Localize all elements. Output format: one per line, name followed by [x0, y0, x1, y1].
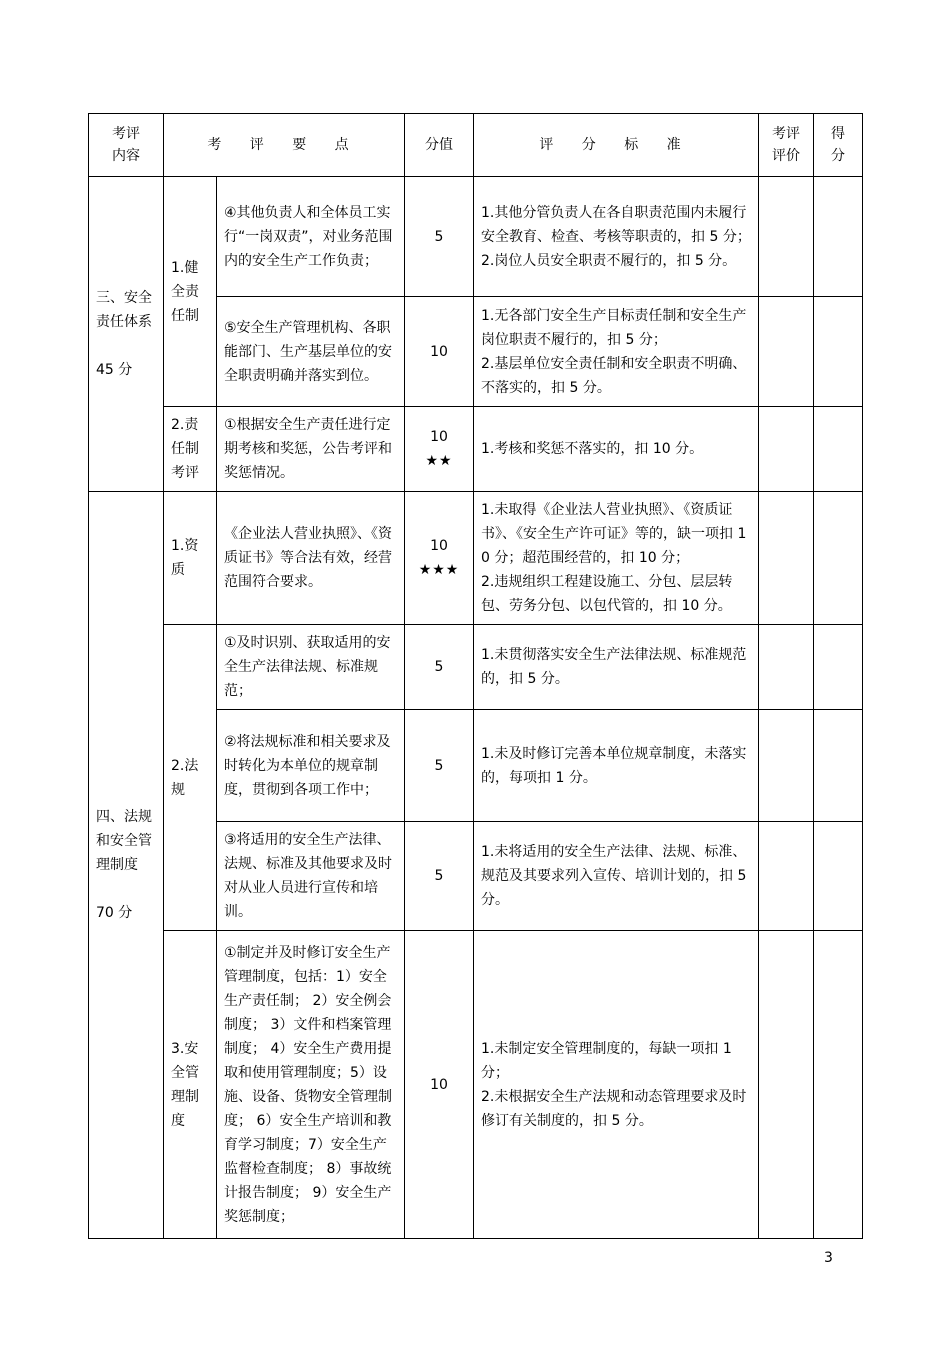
evaluation-cell: [759, 931, 814, 1239]
criteria-item: 1.其他分管负责人在各自职责范围内未履行安全教育、检查、考核等职责的，扣 5 分；: [481, 204, 751, 245]
evaluation-cell: [759, 297, 814, 407]
criteria-item: 1.未贯彻落实安全生产法律法规、标准规范的，扣 5 分。: [481, 647, 747, 687]
criteria-item: 1.未将适用的安全生产法律、法规、标准、规范及其要求列入宣传、培训计划的，扣 5 分。: [481, 844, 747, 908]
score-value: 10: [430, 538, 448, 554]
star-rating: ★★: [425, 453, 453, 469]
table-row: [89, 177, 863, 297]
score-cell: [405, 492, 474, 625]
evaluation-cell: [759, 492, 814, 625]
obtained-cell: [814, 931, 863, 1239]
obtained-cell: [814, 710, 863, 822]
point-text: ①根据安全生产责任进行定期考核和奖惩，公告考评和奖惩情况。: [217, 407, 405, 492]
assessment-table: [88, 113, 863, 1239]
header-score: 分值: [405, 114, 474, 177]
page-number: 3: [824, 1250, 833, 1266]
score-value: 10: [430, 343, 448, 360]
star-rating: ★★★: [418, 562, 460, 578]
score-value: 5: [434, 868, 444, 884]
obtained-cell: [814, 625, 863, 710]
criteria-item: 2.违规组织工程建设施工、分包、层层转包、劳务分包、以包代管的，扣 10 分。: [481, 574, 733, 614]
obtained-cell: [814, 492, 863, 625]
point-text: ④其他负责人和全体员工实行“一岗双责”，对业务范围内的安全生产工作负责；: [217, 177, 405, 297]
criteria-item: 1.未制定安全管理制度的，每缺一项扣 1 分；: [481, 1040, 732, 1081]
group-label: 3.安全管理制度: [164, 931, 217, 1239]
evaluation-cell: [759, 407, 814, 492]
table-row: [89, 625, 863, 710]
group-label: 2.法规: [164, 625, 217, 931]
score-value: 5: [434, 757, 444, 774]
table-row: [89, 492, 863, 625]
criteria-item: 1.未及时修订完善本单位规章制度，未落实的，每项扣 1 分。: [481, 745, 747, 786]
section-total: 70 分: [96, 905, 133, 921]
criteria-cell: [474, 177, 759, 297]
score-cell: [405, 625, 474, 710]
score-value: 10: [430, 1076, 448, 1093]
score-cell: [405, 407, 474, 492]
obtained-cell: [814, 177, 863, 297]
criteria-item: 1.考核和奖惩不落实的，扣 10 分。: [481, 441, 704, 457]
table-row: [89, 407, 863, 492]
score-cell: [405, 710, 474, 822]
criteria-item: 1.无各部门安全生产目标责任制和安全生产岗位职责不履行的，扣 5 分；: [481, 307, 747, 348]
evaluation-cell: [759, 625, 814, 710]
header-evaluation: 考评评价: [759, 114, 814, 177]
criteria-item: 2.岗位人员安全职责不履行的，扣 5 分。: [481, 252, 737, 269]
header-row: [89, 114, 863, 177]
obtained-cell: [814, 297, 863, 407]
section-title: 三、安全责任体系: [96, 290, 152, 330]
score-value: 5: [434, 228, 444, 245]
evaluation-cell: [759, 822, 814, 931]
evaluation-cell: [759, 177, 814, 297]
point-text: ①及时识别、获取适用的安全生产法律法规、标准规范；: [217, 625, 405, 710]
criteria-cell: [474, 407, 759, 492]
point-text: 《企业法人营业执照》、《资质证书》等合法有效，经营范围符合要求。: [217, 492, 405, 625]
header-obtained: 得分: [814, 114, 863, 177]
criteria-cell: [474, 297, 759, 407]
criteria-cell: [474, 710, 759, 822]
point-text: ②将法规标准和相关要求及时转化为本单位的规章制度，贯彻到各项工作中；: [217, 710, 405, 822]
score-cell: [405, 822, 474, 931]
obtained-cell: [814, 822, 863, 931]
section-title: 四、法规和安全管理制度: [96, 809, 152, 873]
score-value: 5: [434, 659, 444, 675]
evaluation-cell: [759, 710, 814, 822]
header-points: 考 评 要 点: [164, 114, 405, 177]
point-text: ①制定并及时修订安全生产管理制度，包括：1）安全生产责任制； 2）安全例会制度； 3）文件和档案管理制度； 4）安全生产费用提取和使用管理制度；5）设施、设备、货物安全管理制度； 6）安全生产培训和教育学习制度；7）安全生产监督检查制度； 8）事故统计报告制度； 9）安全生产奖惩制度；: [217, 931, 405, 1239]
table-row: [89, 931, 863, 1239]
section-total: 45 分: [96, 362, 133, 378]
group-label: 1.健全责任制: [164, 177, 217, 407]
criteria-cell: [474, 931, 759, 1239]
header-criteria: 评 分 标 准: [474, 114, 759, 177]
criteria-item: 2.基层单位安全责任制和安全职责不明确、不落实的，扣 5 分。: [481, 355, 747, 396]
criteria-cell: [474, 822, 759, 931]
criteria-item: 2.未根据安全生产法规和动态管理要求及时修订有关制度的，扣 5 分。: [481, 1088, 747, 1129]
criteria-cell: [474, 492, 759, 625]
section-4-cell: [89, 492, 164, 1239]
point-text: ⑤安全生产管理机构、各职能部门、生产基层单位的安全职责明确并落实到位。: [217, 297, 405, 407]
score-cell: [405, 297, 474, 407]
score-value: 10: [430, 429, 448, 445]
score-cell: [405, 931, 474, 1239]
criteria-cell: [474, 625, 759, 710]
section-3-cell: [89, 177, 164, 492]
obtained-cell: [814, 407, 863, 492]
score-cell: [405, 177, 474, 297]
group-label: 1.资质: [164, 492, 217, 625]
group-label: 2.责任制考评: [164, 407, 217, 492]
criteria-item: 1.未取得《企业法人营业执照》、《资质证书》、《安全生产许可证》等的，缺一项扣 10 分；超范围经营的，扣 10 分；: [481, 502, 747, 566]
point-text: ③将适用的安全生产法律、法规、标准及其他要求及时对从业人员进行宣传和培训。: [217, 822, 405, 931]
header-content: 考评内容: [89, 114, 164, 177]
